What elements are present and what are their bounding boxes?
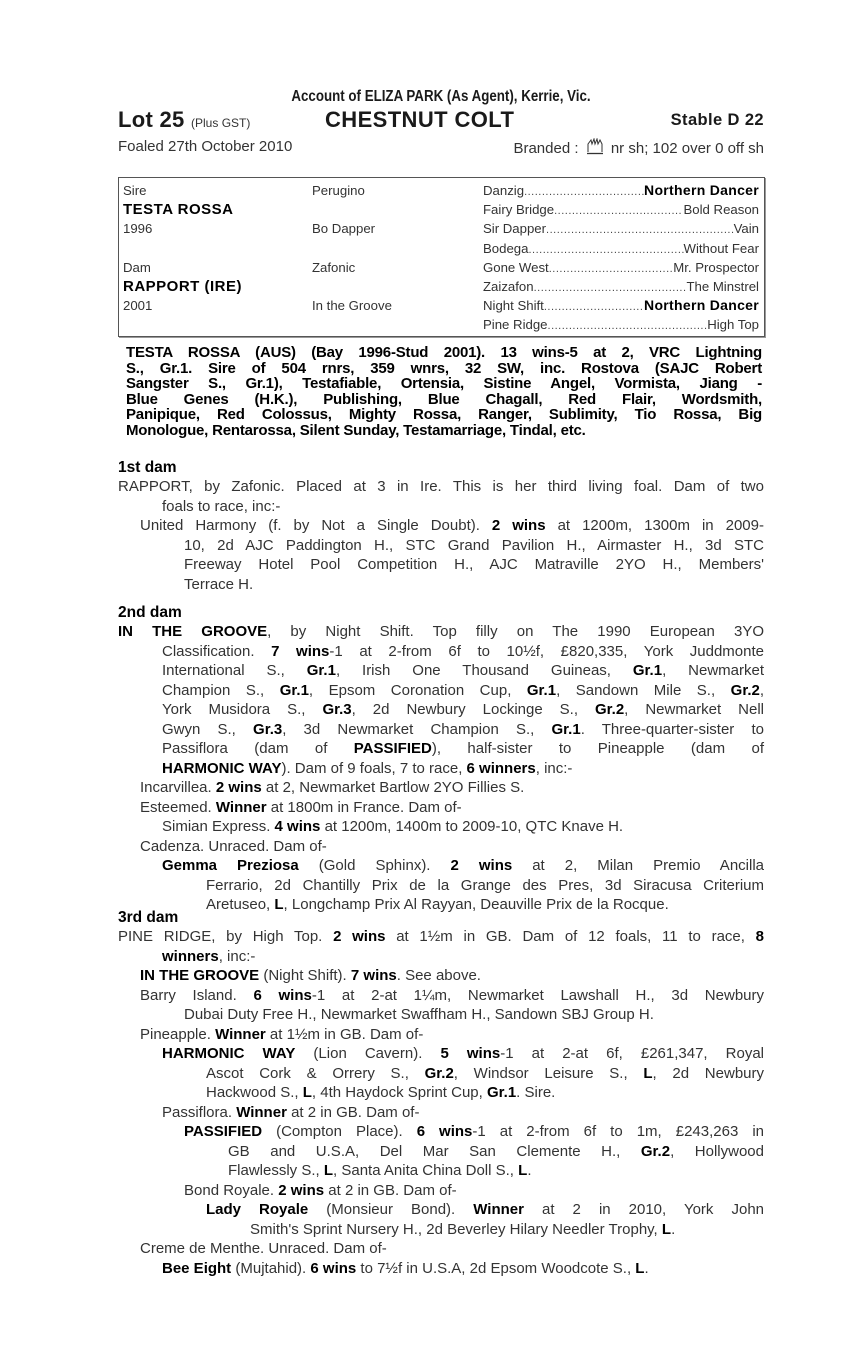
produce-line bbox=[118, 1142, 764, 1162]
text: . bbox=[644, 1259, 649, 1277]
ancestor-sire: Gone West bbox=[483, 259, 549, 275]
text: , Irish One Thousand Guineas, bbox=[335, 662, 633, 679]
produce-line bbox=[118, 986, 764, 1006]
emphasis-text: Bee Eight bbox=[162, 1259, 232, 1277]
crown-brand-icon bbox=[585, 138, 605, 155]
produce-line bbox=[118, 497, 764, 517]
ancestor-damsire: The Minstrel bbox=[686, 278, 759, 294]
produce-line bbox=[118, 1103, 764, 1123]
section-heading: 3rd dam bbox=[118, 909, 179, 926]
ancestor-damsire: Northern Dancer bbox=[644, 182, 759, 198]
text: , inc:- bbox=[218, 947, 256, 965]
emphasis-text: 5 wins bbox=[440, 1045, 501, 1062]
text: , by Night Shift. Top filly on The 1990 European 3YO bbox=[267, 623, 764, 640]
text: (Compton Place). bbox=[262, 1123, 417, 1140]
pedigree-row bbox=[483, 239, 759, 258]
text: ), half-sister to Pineapple (dam of bbox=[431, 740, 765, 757]
section-heading: 2nd dam bbox=[118, 604, 182, 621]
produce-line bbox=[118, 1064, 764, 1084]
text: (Night Shift). bbox=[259, 967, 351, 984]
ancestor-sire: Sir Dapper bbox=[483, 221, 547, 237]
horse-description: CHESTNUT COLT bbox=[325, 107, 515, 132]
pedigree-grandparents bbox=[312, 181, 392, 315]
spacer bbox=[312, 200, 392, 219]
text: , Newmarket bbox=[662, 662, 764, 679]
emphasis-text: Gr.3 bbox=[322, 701, 352, 718]
lot-label: Lot 25 bbox=[118, 107, 185, 132]
text: York Musidora S., bbox=[162, 701, 323, 718]
pedigree-row bbox=[483, 315, 759, 334]
text: Flawlessly S., bbox=[228, 1162, 324, 1179]
text: , bbox=[759, 681, 765, 699]
text: Pineapple. bbox=[140, 1025, 216, 1043]
produce-line bbox=[118, 622, 764, 642]
text: (Lion Cavern). bbox=[295, 1045, 441, 1062]
text: Freeway Hotel Pool Competition H., AJC Matraville 2YO H., Members' bbox=[184, 556, 764, 573]
section-body bbox=[118, 927, 764, 1278]
produce-line bbox=[118, 1083, 764, 1103]
catalogue-page bbox=[118, 88, 764, 158]
text: International S., bbox=[162, 662, 307, 679]
third-dam-section bbox=[118, 908, 764, 1278]
dam-year: 2001 bbox=[123, 298, 153, 314]
section-body bbox=[118, 622, 764, 915]
text: foals to race, inc:- bbox=[162, 497, 281, 515]
spacer bbox=[123, 239, 242, 258]
text: , Newmarket Nell bbox=[624, 701, 764, 718]
dot-leader bbox=[549, 260, 674, 279]
emphasis-text: 7 wins bbox=[271, 642, 330, 660]
text: Ferrario, 2d Chantilly Prix de la Grange des Pres, 3d Siracusa Criterium bbox=[206, 876, 764, 894]
text: Hackwood S., bbox=[206, 1084, 303, 1101]
dot-leader bbox=[548, 317, 708, 336]
produce-line bbox=[118, 837, 764, 857]
pedigree-row bbox=[483, 296, 759, 315]
text: (Mujtahid). bbox=[231, 1259, 311, 1277]
ancestor-damsire: Northern Dancer bbox=[644, 297, 759, 314]
pedigree-row bbox=[483, 258, 759, 277]
produce-line bbox=[118, 778, 764, 798]
emphasis-text: L bbox=[643, 1064, 653, 1082]
text: Passiflora (dam of bbox=[162, 740, 354, 757]
text: -1 at 2-at 6f, £261,347, Royal bbox=[500, 1045, 765, 1062]
text: , 2d Newbury bbox=[652, 1064, 764, 1082]
text: , Windsor Leisure S., bbox=[453, 1064, 644, 1082]
sire-summary-line: Monologue, Rentarossa, Silent Sunday, Testamarriage, Tindal, etc. bbox=[126, 421, 586, 439]
produce-line bbox=[118, 1220, 764, 1240]
text: Ascot Cork & Orrery S., bbox=[206, 1064, 425, 1082]
text: United Harmony (f. by Not a Single Doubt). bbox=[140, 517, 492, 534]
sire-summary-line: Panipique, Red Colossus, Mighty Rossa, Ranger, Sublimity, Tio Rossa, Big bbox=[126, 406, 762, 423]
stable-location: Stable D 22 bbox=[670, 111, 764, 129]
produce-line bbox=[118, 817, 764, 837]
emphasis-text: 6 wins bbox=[253, 986, 312, 1004]
text: Dubai Duty Free H., Newmarket Swaffham H., Sandown SBJ Group H. bbox=[184, 1006, 654, 1023]
produce-line bbox=[118, 876, 764, 896]
ancestor-sire: Zaizafon bbox=[483, 278, 534, 294]
ancestor-damsire: Vain bbox=[733, 221, 759, 237]
text: at 2 in 2010, York John bbox=[523, 1201, 764, 1218]
produce-line bbox=[118, 1200, 764, 1220]
dot-leader bbox=[528, 241, 683, 260]
emphasis-text: IN THE GROOVE bbox=[140, 967, 260, 984]
text: at 1½m in GB. Dam of- bbox=[265, 1025, 424, 1043]
text: , Santa Anita China Doll S., bbox=[333, 1162, 519, 1179]
text: , 4th Haydock Sprint Cup, bbox=[311, 1084, 487, 1101]
produce-line bbox=[118, 536, 764, 556]
text: RAPPORT, by Zafonic. Placed at 3 in Ire. This is her third living foal. Dam of two bbox=[118, 478, 764, 495]
produce-line bbox=[118, 555, 764, 575]
pedigree-row bbox=[483, 181, 759, 200]
sire-sire: Perugino bbox=[312, 183, 365, 198]
produce-line bbox=[118, 966, 764, 986]
emphasis-text: L bbox=[323, 1162, 334, 1179]
dam-label: Dam bbox=[123, 259, 151, 275]
first-dam-section bbox=[118, 458, 764, 594]
text: Cadenza. Unraced. Dam of- bbox=[140, 837, 327, 855]
sire-summary-line: Blue Genes (H.K.), Publishing, Blue Chagall, Red Flair, Wordsmith, bbox=[126, 390, 762, 408]
section-body bbox=[118, 477, 764, 594]
emphasis-text: 8 bbox=[755, 928, 764, 945]
pedigree-row bbox=[483, 219, 759, 238]
pedigree-parents bbox=[123, 181, 242, 315]
emphasis-text: 2 wins bbox=[333, 928, 386, 945]
text: Passiflora. bbox=[162, 1103, 237, 1121]
dam-dam: In the Groove bbox=[312, 298, 392, 314]
emphasis-text: 6 winners bbox=[466, 759, 536, 777]
section-heading: 1st dam bbox=[118, 459, 177, 476]
text: at 1200m, 1400m to 2009-10, QTC Knave H. bbox=[320, 818, 624, 835]
emphasis-text: L bbox=[302, 1084, 312, 1101]
emphasis-text: Gr.1 bbox=[632, 662, 663, 679]
produce-line bbox=[118, 661, 764, 681]
text: Incarvillea. bbox=[140, 779, 216, 796]
sire-name: TESTA ROSSA bbox=[123, 201, 234, 219]
ancestor-damsire: Bold Reason bbox=[683, 202, 759, 218]
dot-leader bbox=[554, 202, 683, 221]
text: GB and U.S.A, Del Mar San Clemente H., bbox=[228, 1142, 641, 1160]
brand-marks: nr sh; 102 over 0 off sh bbox=[610, 140, 764, 157]
second-dam-section bbox=[118, 603, 764, 915]
emphasis-text: winners bbox=[162, 947, 219, 965]
produce-line bbox=[118, 1181, 764, 1201]
emphasis-text: 2 wins bbox=[215, 779, 262, 796]
text: Champion S., bbox=[162, 681, 280, 699]
emphasis-text: 2 wins bbox=[450, 857, 513, 874]
emphasis-text: Gr.1 bbox=[279, 681, 309, 699]
text: at 2 in GB. Dam of- bbox=[286, 1103, 420, 1121]
produce-line bbox=[118, 1259, 764, 1279]
text: . bbox=[527, 1162, 532, 1179]
ancestor-sire: Fairy Bridge bbox=[483, 202, 555, 218]
emphasis-text: 4 wins bbox=[274, 818, 321, 835]
produce-line bbox=[118, 1161, 764, 1181]
branding-info bbox=[513, 138, 764, 157]
spacer bbox=[312, 239, 392, 258]
emphasis-text: L bbox=[635, 1259, 645, 1277]
text: Creme de Menthe. Unraced. Dam of- bbox=[140, 1240, 387, 1257]
emphasis-text: Gr.2 bbox=[594, 701, 625, 718]
text: at 2 in GB. Dam of- bbox=[324, 1181, 457, 1199]
produce-line bbox=[118, 700, 764, 720]
spacer bbox=[312, 277, 392, 296]
emphasis-text: Lady Royale bbox=[206, 1201, 309, 1218]
emphasis-text: Gr.2 bbox=[640, 1142, 671, 1160]
produce-line bbox=[118, 575, 764, 595]
lot-line bbox=[118, 107, 764, 133]
produce-line bbox=[118, 759, 764, 779]
produce-line bbox=[118, 739, 764, 759]
emphasis-text: Winner bbox=[215, 1025, 266, 1043]
text: PINE RIDGE, by High Top. bbox=[118, 928, 334, 945]
text: Terrace H. bbox=[184, 575, 254, 593]
emphasis-text: 7 wins bbox=[350, 967, 397, 984]
produce-line bbox=[118, 642, 764, 662]
ancestor-sire: Danzig bbox=[483, 183, 525, 198]
emphasis-text: Gr.1 bbox=[526, 681, 557, 699]
text: , 2d Newbury Lockinge S., bbox=[351, 701, 595, 718]
ancestor-sire: Night Shift bbox=[483, 298, 544, 314]
text: Bond Royale. bbox=[184, 1181, 279, 1199]
dam-sire: Zafonic bbox=[312, 259, 356, 275]
emphasis-text: Gr.1 bbox=[551, 720, 581, 738]
text: . See above. bbox=[396, 967, 481, 984]
sire-year: 1996 bbox=[123, 221, 153, 237]
text: . Sire. bbox=[516, 1084, 556, 1101]
produce-line bbox=[118, 947, 764, 967]
emphasis-text: 2 wins bbox=[278, 1181, 325, 1199]
produce-line bbox=[118, 477, 764, 497]
emphasis-text: Gr.2 bbox=[424, 1064, 454, 1082]
sire-summary-line: TESTA ROSSA (AUS) (Bay 1996-Stud 2001). 13 wins-5 at 2, VRC Lightning bbox=[126, 344, 762, 361]
dot-leader bbox=[544, 298, 644, 317]
emphasis-text: L bbox=[274, 896, 284, 913]
emphasis-text: Winner bbox=[473, 1201, 524, 1218]
sire-label: Sire bbox=[123, 183, 147, 198]
text: Classification. bbox=[162, 642, 272, 660]
text: 10, 2d AJC Paddington H., STC Grand Pavilion H., Airmaster H., 3d STC bbox=[184, 536, 764, 554]
emphasis-text: IN THE GROOVE bbox=[118, 623, 268, 640]
produce-line bbox=[118, 720, 764, 740]
ancestor-damsire: High Top bbox=[707, 317, 759, 333]
emphasis-text: Gr.2 bbox=[730, 681, 760, 699]
emphasis-text: Winner bbox=[236, 1103, 287, 1121]
branded-label: Branded : bbox=[513, 140, 579, 157]
dam-name: RAPPORT (IRE) bbox=[123, 277, 242, 295]
text: . bbox=[671, 1220, 676, 1238]
text: at 2, Newmarket Bartlow 2YO Fillies S. bbox=[261, 779, 525, 796]
sire-summary-line: Sangster S., Gr.1), Testafiable, Ortensia, Sistine Angel, Vormista, Jiang - bbox=[126, 375, 762, 392]
text: , Epsom Coronation Cup, bbox=[308, 681, 527, 699]
emphasis-text: 2 wins bbox=[491, 517, 546, 534]
text: at 1200m, 1300m in 2009- bbox=[545, 517, 764, 534]
sire-summary bbox=[126, 345, 762, 438]
text: ). Dam of 9 foals, 7 to race, bbox=[281, 759, 467, 777]
text: at 1800m in France. Dam of- bbox=[266, 798, 462, 816]
text: Aretuseo, bbox=[206, 896, 275, 913]
gst-note: (Plus GST) bbox=[191, 116, 251, 130]
sire-dam: Bo Dapper bbox=[312, 221, 376, 237]
pedigree-table bbox=[118, 177, 765, 337]
emphasis-text: HARMONIC WAY bbox=[162, 1045, 296, 1062]
emphasis-text: Gemma Preziosa bbox=[162, 857, 299, 874]
text: at 1½m in GB. Dam of 12 foals, 11 to race, bbox=[385, 928, 756, 945]
produce-line bbox=[118, 927, 764, 947]
emphasis-text: 6 wins bbox=[416, 1123, 473, 1140]
produce-line bbox=[118, 1239, 764, 1259]
vendor-account: Account of ELIZA PARK (As Agent), Kerrie, Vic. bbox=[291, 88, 591, 105]
text: , 3d Newmarket Champion S., bbox=[282, 720, 552, 738]
text: (Gold Sphinx). bbox=[298, 857, 451, 874]
pedigree-great-grandparents bbox=[483, 181, 759, 335]
text: -1 at 2-from 6f to 10½f, £820,335, York Juddmonte bbox=[329, 642, 764, 660]
produce-line bbox=[118, 1005, 764, 1025]
lot-number bbox=[118, 107, 250, 133]
pedigree-row bbox=[483, 200, 759, 219]
ancestor-sire: Pine Ridge bbox=[483, 317, 548, 333]
emphasis-text: Gr.1 bbox=[306, 662, 336, 679]
produce-line bbox=[118, 1044, 764, 1064]
produce-line bbox=[118, 1025, 764, 1045]
emphasis-text: 6 wins bbox=[310, 1259, 357, 1277]
emphasis-text: Gr.1 bbox=[486, 1084, 517, 1101]
ancestor-damsire: Without Fear bbox=[683, 240, 759, 256]
text: Simian Express. bbox=[162, 818, 275, 835]
emphasis-text: L bbox=[518, 1162, 528, 1179]
text: -1 at 2-from 6f to 1m, £243,263 in bbox=[472, 1123, 765, 1140]
emphasis-text: Winner bbox=[215, 798, 267, 816]
emphasis-text: L bbox=[661, 1220, 672, 1238]
text: to 7½f in U.S.A, 2d Epsom Woodcote S., bbox=[356, 1259, 636, 1277]
produce-line bbox=[118, 798, 764, 818]
text: , Hollywood bbox=[670, 1142, 764, 1160]
text: , inc:- bbox=[535, 759, 573, 777]
text: Barry Island. bbox=[140, 986, 254, 1004]
pedigree-row bbox=[483, 277, 759, 296]
produce-line bbox=[118, 681, 764, 701]
text: , Sandown Mile S., bbox=[556, 681, 731, 699]
text: Smith's Sprint Nursery H., 2d Beverley Hilary Needler Trophy, bbox=[250, 1220, 662, 1238]
produce-line bbox=[118, 516, 764, 536]
text: -1 at 2-at 1¼m, Newmarket Lawshall H., 3d Newbury bbox=[311, 986, 764, 1004]
text: . Three-quarter-sister to bbox=[580, 720, 764, 738]
ancestor-sire: Bodega bbox=[483, 240, 529, 256]
sire-summary-line: S., Gr.1. Sire of 504 rnrs, 359 wnrs, 32 SW, inc. Rostova (SAJC Robert bbox=[126, 359, 762, 377]
text: (Monsieur Bond). bbox=[308, 1201, 474, 1218]
emphasis-text: HARMONIC WAY bbox=[162, 759, 282, 777]
emphasis-text: PASSIFIED bbox=[184, 1123, 263, 1140]
text: , Longchamp Prix Al Rayyan, Deauville Prix de la Rocque. bbox=[283, 896, 669, 913]
text: Esteemed. bbox=[140, 798, 216, 816]
foaled-date: Foaled 27th October 2010 bbox=[118, 138, 293, 155]
text: at 2, Milan Premio Ancilla bbox=[512, 857, 764, 874]
produce-line bbox=[118, 856, 764, 876]
foaled-line bbox=[118, 136, 764, 158]
ancestor-damsire: Mr. Prospector bbox=[673, 259, 759, 275]
emphasis-text: Gr.3 bbox=[253, 720, 283, 738]
emphasis-text: PASSIFIED bbox=[353, 740, 432, 757]
produce-line bbox=[118, 1122, 764, 1142]
text: Gwyn S., bbox=[162, 720, 254, 738]
